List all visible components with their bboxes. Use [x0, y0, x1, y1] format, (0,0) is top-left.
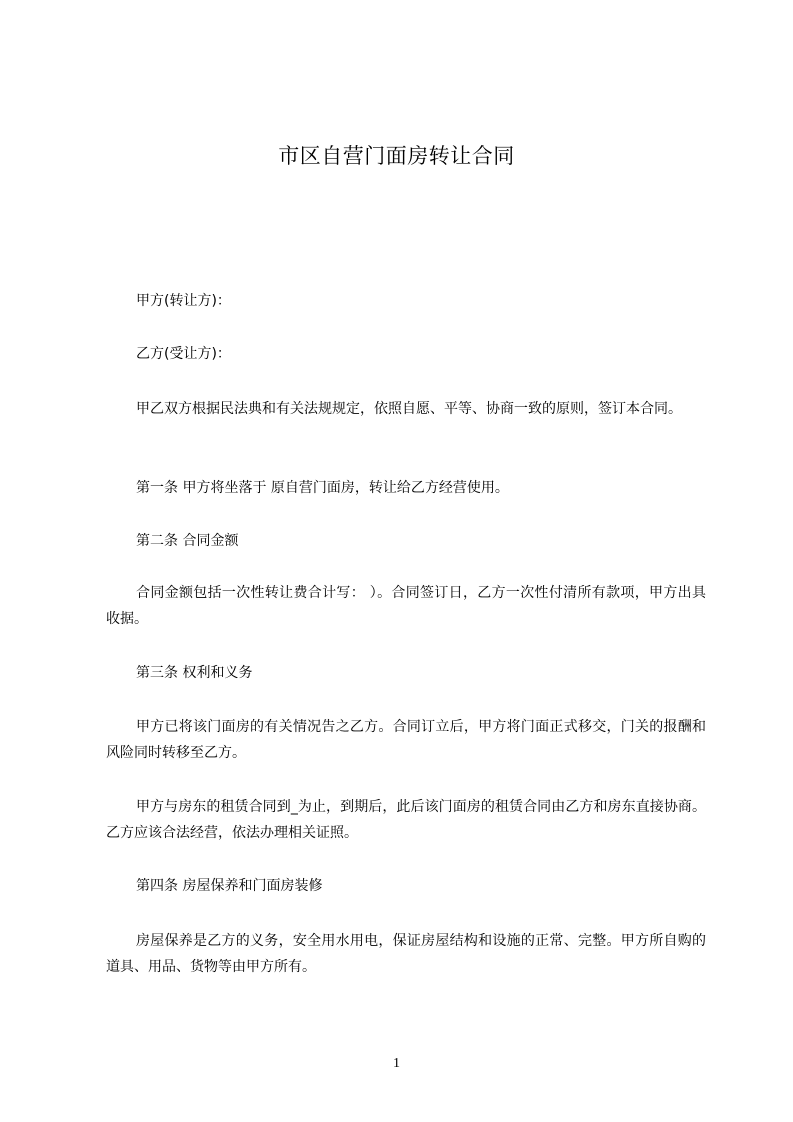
article-2-body: 合同金额包括一次性转让费合计写： ）。合同签订日，乙方一次性付清所有款项，甲方出具收据。 [106, 585, 706, 627]
document-title: 市区自营门面房转让合同 [278, 144, 515, 168]
article-1: 第一条 甲方将坐落于 原自营门面房，转让给乙方经营使用。 [136, 480, 509, 496]
article-2-heading: 第二条 合同金额 [136, 533, 239, 549]
party-a-line: 甲方(转让方)： [136, 293, 231, 309]
intro-paragraph: 甲乙双方根据民法典和有关法规规定，依照自愿、平等、协商一致的原则，签订本合同。 [136, 401, 682, 417]
article-3-body-1: 甲方已将该门面房的有关情况告之乙方。合同订立后，甲方将门面正式移交，门关的报酬和风险同时转移至乙方。 [106, 719, 706, 761]
article-3-body-2: 甲方与房东的租赁合同到_为止，到期后，此后该门面房的租赁合同由乙方和房东直接协商。 乙方应该合法经营，依法办理相关证照。 [106, 799, 706, 841]
article-3-heading: 第三条 权利和义务 [136, 665, 253, 681]
article-4-body: 房屋保养是乙方的义务，安全用水用电，保证房屋结构和设施的正常、完整。甲方所自购的道具、用品、货物等由甲方所有。 [106, 933, 706, 975]
party-b-line: 乙方(受让方)： [136, 346, 231, 362]
page-number: 1 [393, 1056, 400, 1071]
article-4-heading: 第四条 房屋保养和门面房装修 [136, 878, 323, 894]
